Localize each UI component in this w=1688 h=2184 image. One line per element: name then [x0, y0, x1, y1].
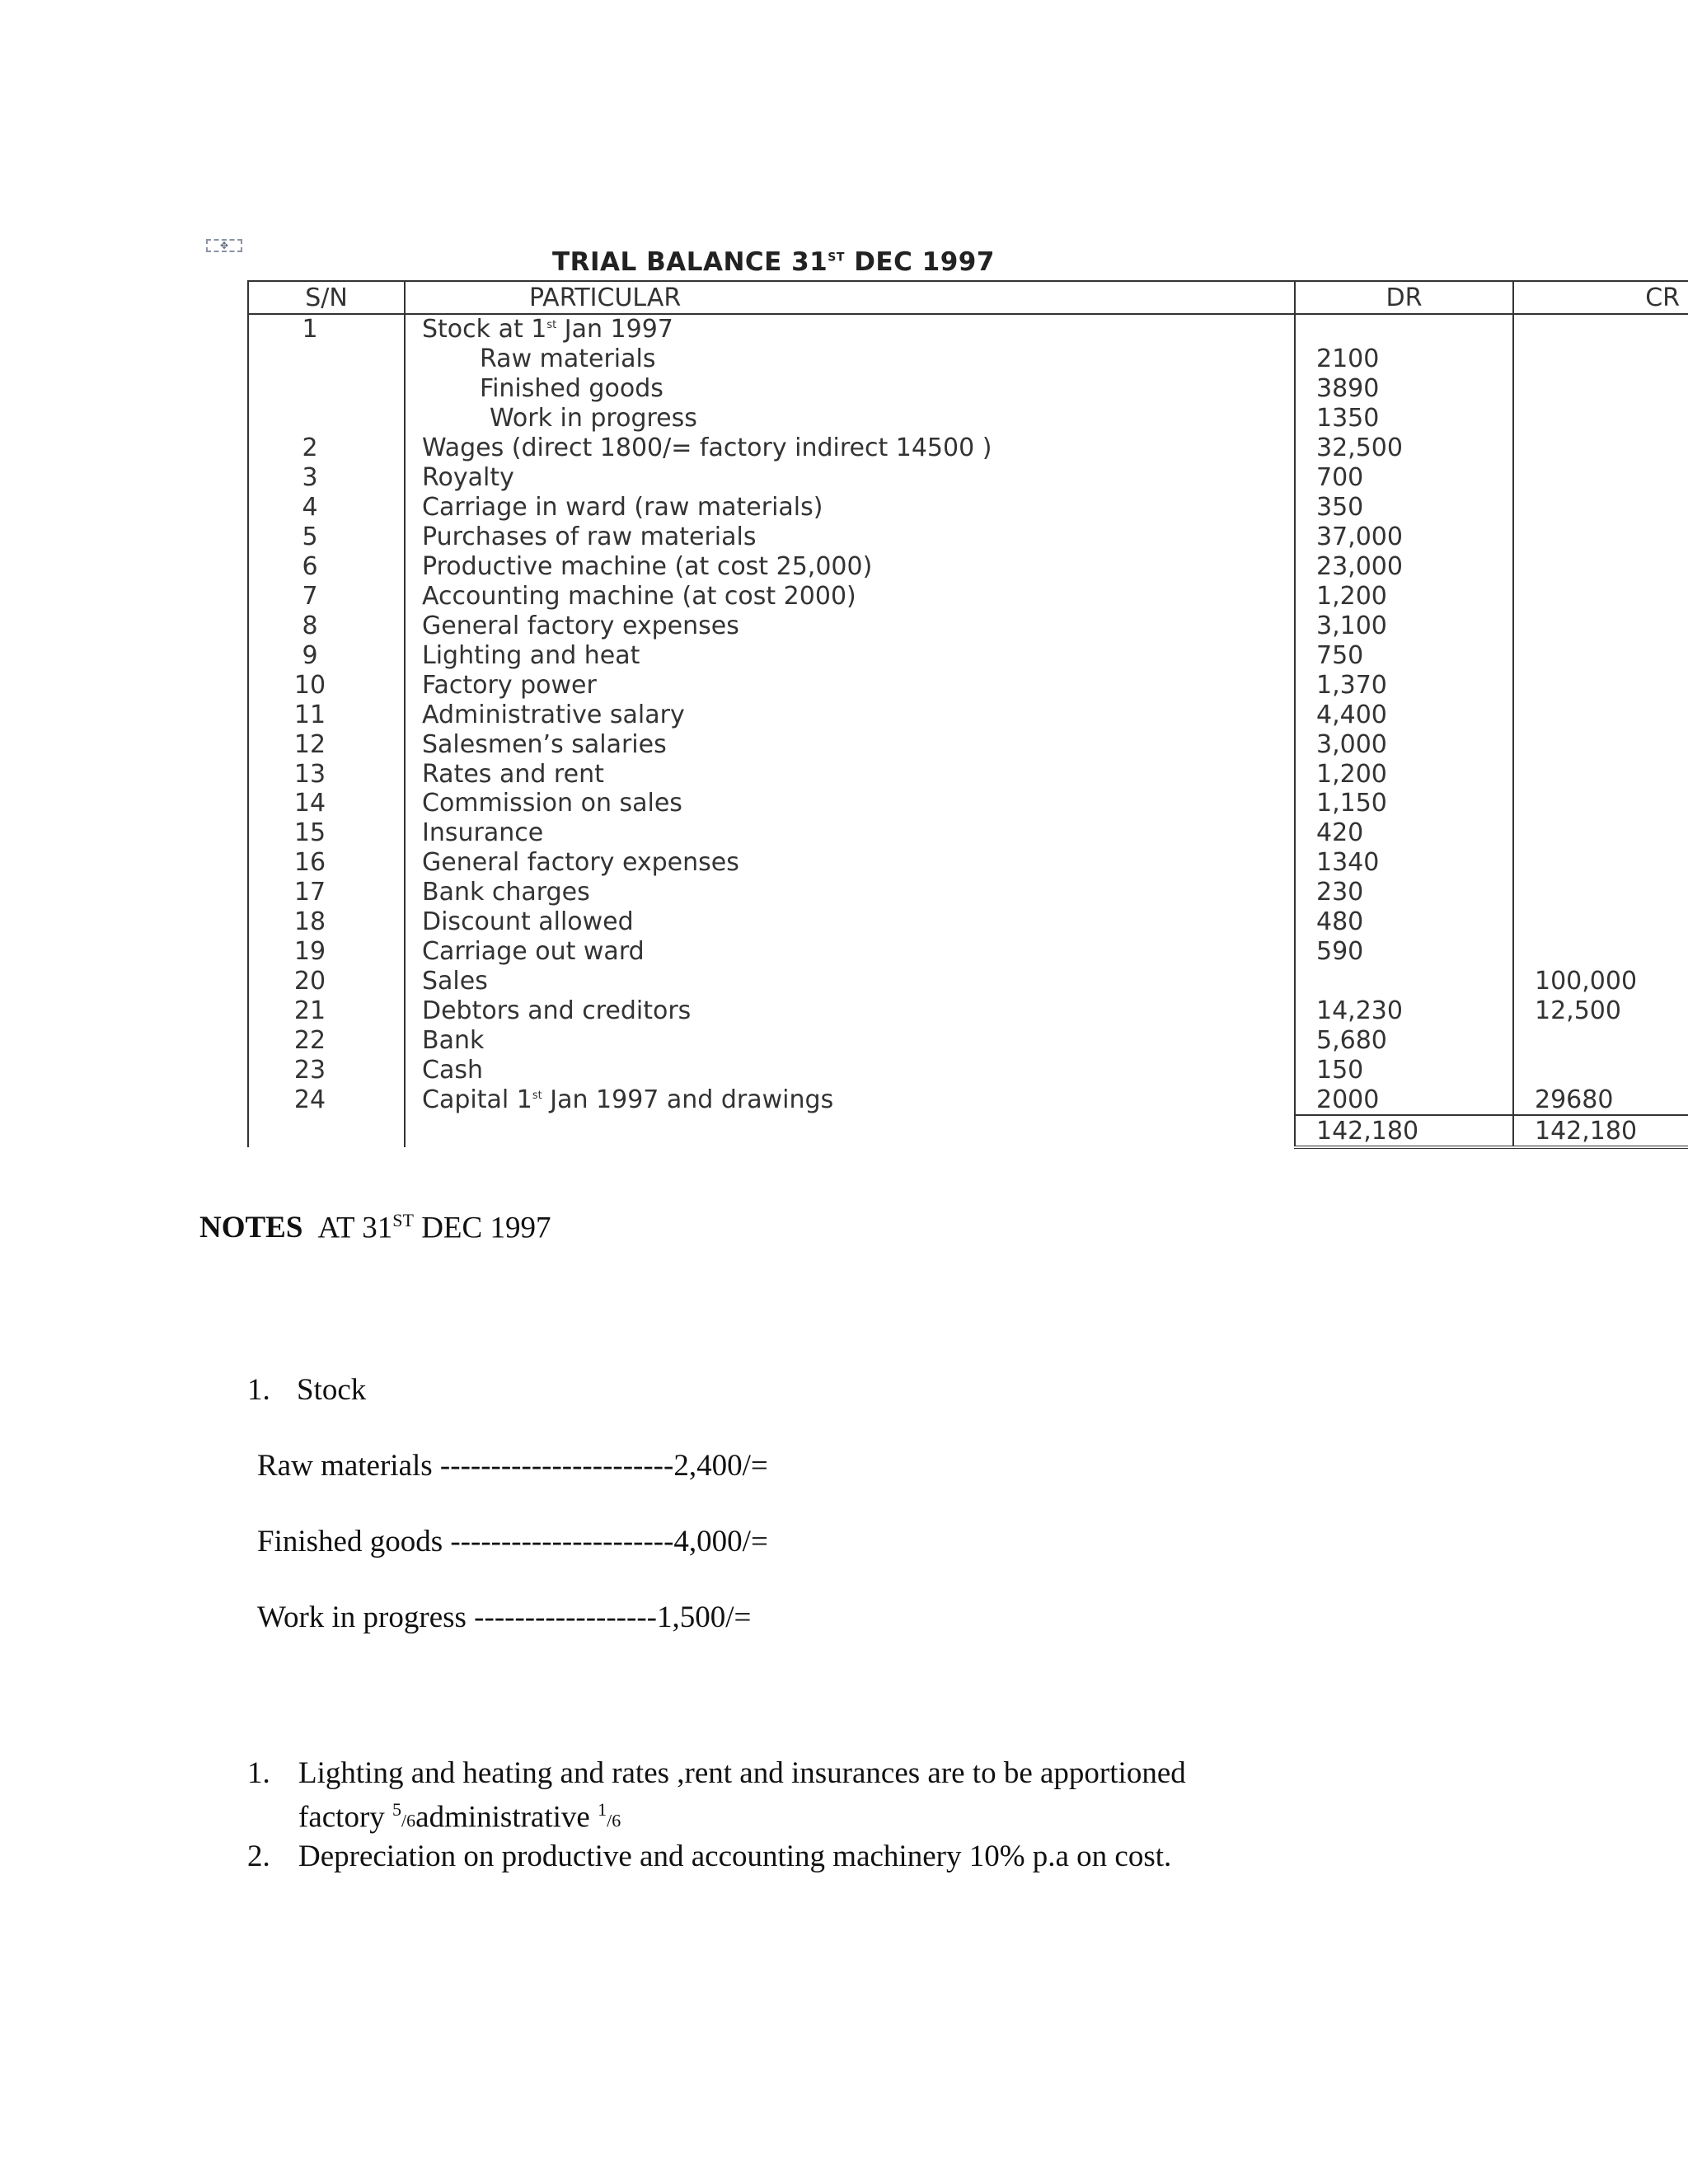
cell-dr: 1,370	[1295, 670, 1513, 700]
cell-particular: Bank	[405, 1026, 1295, 1056]
cell-sn: 6	[248, 552, 405, 582]
column-header-cr: CR	[1513, 281, 1688, 314]
cell-particular: Work in progress	[405, 404, 1295, 434]
column-header-dr: DR	[1295, 281, 1513, 314]
cell-cr	[1513, 700, 1688, 729]
cell-dr: 350	[1295, 493, 1513, 523]
cell-cr	[1513, 848, 1688, 878]
cell-dr: 1,150	[1295, 789, 1513, 818]
cell-dr: 750	[1295, 640, 1513, 670]
cell-sn: 20	[248, 967, 405, 996]
cell-particular: Lighting and heat	[405, 640, 1295, 670]
cell-cr	[1513, 640, 1688, 670]
table-move-handle-icon[interactable]: ✥	[206, 239, 242, 252]
cell-particular: Bank charges	[405, 878, 1295, 907]
cell-cr	[1513, 344, 1688, 374]
table-row	[248, 848, 1688, 878]
notes-list	[247, 1755, 1319, 1875]
stock-label: Stock	[297, 1373, 367, 1407]
cell-dr: 1350	[1295, 404, 1513, 434]
cell-dr: 2100	[1295, 344, 1513, 374]
cell-sn: 8	[248, 611, 405, 640]
cell-dr: 590	[1295, 937, 1513, 967]
totals-row	[248, 1115, 1688, 1147]
total-dr: 142,180	[1295, 1115, 1513, 1147]
table-row	[248, 344, 1688, 374]
cell-sn: 7	[248, 581, 405, 611]
cell-particular: Cash	[405, 1055, 1295, 1085]
cell-cr	[1513, 729, 1688, 759]
cell-cr	[1513, 818, 1688, 848]
table-row	[248, 640, 1688, 670]
cell-dr	[1295, 314, 1513, 344]
cell-particular	[405, 1115, 1295, 1147]
cell-sn: 4	[248, 493, 405, 523]
cell-dr: 23,000	[1295, 552, 1513, 582]
cell-particular: General factory expenses	[405, 611, 1295, 640]
cell-cr	[1513, 937, 1688, 967]
cell-sn: 3	[248, 463, 405, 493]
cell-sn: 10	[248, 670, 405, 700]
trial-balance-body	[248, 314, 1688, 1147]
cell-cr: 29680	[1513, 1085, 1688, 1115]
cell-dr: 4,400	[1295, 700, 1513, 729]
cell-cr	[1513, 523, 1688, 552]
table-row	[248, 996, 1688, 1026]
table-row	[248, 670, 1688, 700]
table-row	[248, 581, 1688, 611]
column-header-particular: PARTICULAR	[405, 281, 1295, 314]
cell-sn: 19	[248, 937, 405, 967]
cell-cr	[1513, 314, 1688, 344]
cell-cr	[1513, 611, 1688, 640]
cell-dr: 2000	[1295, 1085, 1513, 1115]
table-row	[248, 493, 1688, 523]
table-row	[248, 907, 1688, 937]
cell-sn: 22	[248, 1026, 405, 1056]
trial-balance-title: TRIAL BALANCE 31ST DEC 1997	[552, 247, 995, 277]
stock-number: 1.	[247, 1373, 270, 1407]
cell-sn: 1	[248, 314, 405, 344]
cell-particular: Rates and rent	[405, 759, 1295, 789]
cell-dr: 3890	[1295, 374, 1513, 404]
cell-dr: 700	[1295, 463, 1513, 493]
column-header-sn: S/N	[248, 281, 405, 314]
cell-cr	[1513, 670, 1688, 700]
table-row	[248, 700, 1688, 729]
note-apportionment: 1. Lighting and heating and rates ,rent and insurances are to be apportioned factory $^5$/6administrative $^1$/6	[247, 1756, 1186, 1835]
cell-cr	[1513, 552, 1688, 582]
cell-sn: 18	[248, 907, 405, 937]
cell-sn	[248, 1115, 405, 1147]
cell-sn	[248, 404, 405, 434]
cell-cr: 100,000	[1513, 967, 1688, 996]
cell-dr: 32,500	[1295, 434, 1513, 463]
table-row	[248, 967, 1688, 996]
cell-dr: 3,000	[1295, 729, 1513, 759]
cell-particular: Insurance	[405, 818, 1295, 848]
cell-particular: Accounting machine (at cost 2000)	[405, 581, 1295, 611]
table-row	[248, 937, 1688, 967]
cell-dr: 150	[1295, 1055, 1513, 1085]
cell-particular: Commission on sales	[405, 789, 1295, 818]
cell-particular: Finished goods	[405, 374, 1295, 404]
cell-cr: 12,500	[1513, 996, 1688, 1026]
cell-particular: Administrative salary	[405, 700, 1295, 729]
cell-particular: Carriage out ward	[405, 937, 1295, 967]
table-row	[248, 759, 1688, 789]
cell-cr	[1513, 581, 1688, 611]
cell-sn: 9	[248, 640, 405, 670]
cell-dr: 14,230	[1295, 996, 1513, 1026]
stock-line-raw-materials: Raw materials -----------------------2,400/=	[257, 1449, 768, 1483]
cell-particular: Wages (direct 1800/= factory indirect 14500 )	[405, 434, 1295, 463]
notes-heading: NOTES AT 31ST DEC 1997	[199, 1210, 551, 1245]
cell-particular: Purchases of raw materials	[405, 523, 1295, 552]
stock-line-finished-goods: Finished goods ----------------------4,000/=	[257, 1525, 768, 1558]
cell-cr	[1513, 878, 1688, 907]
cell-sn: 14	[248, 789, 405, 818]
cell-dr: 5,680	[1295, 1026, 1513, 1056]
cell-sn: 16	[248, 848, 405, 878]
cell-particular: Stock at 1st Jan 1997	[405, 314, 1295, 344]
table-row	[248, 1055, 1688, 1085]
cell-sn: 11	[248, 700, 405, 729]
cell-cr	[1513, 1026, 1688, 1056]
table-header-row	[248, 281, 1688, 314]
table-row	[248, 1026, 1688, 1056]
cell-particular: Salesmen’s salaries	[405, 729, 1295, 759]
cell-sn: 21	[248, 996, 405, 1026]
trial-balance-table-wrapper	[247, 280, 1688, 1149]
table-row	[248, 404, 1688, 434]
cell-cr	[1513, 789, 1688, 818]
cell-sn: 12	[248, 729, 405, 759]
table-row	[248, 374, 1688, 404]
stock-list-item	[247, 1372, 366, 1408]
table-row	[248, 314, 1688, 344]
cell-sn: 2	[248, 434, 405, 463]
total-cr: 142,180	[1513, 1115, 1688, 1147]
cell-dr: 480	[1295, 907, 1513, 937]
cell-cr	[1513, 374, 1688, 404]
cell-cr	[1513, 434, 1688, 463]
cell-particular: Carriage in ward (raw materials)	[405, 493, 1295, 523]
cell-sn: 13	[248, 759, 405, 789]
cell-particular: Raw materials	[405, 344, 1295, 374]
table-row	[248, 463, 1688, 493]
cell-sn	[248, 374, 405, 404]
cell-particular: Capital 1st Jan 1997 and drawings	[405, 1085, 1295, 1115]
table-row	[248, 611, 1688, 640]
cell-particular: Discount allowed	[405, 907, 1295, 937]
table-row	[248, 818, 1688, 848]
cell-particular: Debtors and creditors	[405, 996, 1295, 1026]
cell-cr	[1513, 404, 1688, 434]
cell-cr	[1513, 1055, 1688, 1085]
table-row	[248, 434, 1688, 463]
cell-particular: Royalty	[405, 463, 1295, 493]
cell-sn	[248, 344, 405, 374]
cell-cr	[1513, 493, 1688, 523]
cell-dr: 420	[1295, 818, 1513, 848]
cell-dr	[1295, 967, 1513, 996]
cell-dr: 1,200	[1295, 581, 1513, 611]
stock-line-work-in-progress: Work in progress ------------------1,500/=	[257, 1601, 752, 1634]
cell-cr	[1513, 759, 1688, 789]
table-row	[248, 789, 1688, 818]
cell-dr: 3,100	[1295, 611, 1513, 640]
cell-dr: 37,000	[1295, 523, 1513, 552]
cell-particular: Productive machine (at cost 25,000)	[405, 552, 1295, 582]
cell-sn: 15	[248, 818, 405, 848]
trial-balance-table	[247, 280, 1688, 1149]
cell-cr	[1513, 463, 1688, 493]
table-row	[248, 552, 1688, 582]
cell-sn: 23	[248, 1055, 405, 1085]
notes-heading-bold: NOTES	[199, 1211, 303, 1245]
cell-dr: 1,200	[1295, 759, 1513, 789]
cell-particular: Factory power	[405, 670, 1295, 700]
cell-sn: 24	[248, 1085, 405, 1115]
cell-dr: 1340	[1295, 848, 1513, 878]
cell-dr: 230	[1295, 878, 1513, 907]
table-row	[248, 729, 1688, 759]
cell-sn: 5	[248, 523, 405, 552]
table-row	[248, 523, 1688, 552]
table-row	[248, 1085, 1688, 1115]
cell-sn: 17	[248, 878, 405, 907]
cell-particular: General factory expenses	[405, 848, 1295, 878]
table-row	[248, 878, 1688, 907]
cell-cr	[1513, 907, 1688, 937]
note-depreciation: 2. Depreciation on productive and accounting machinery 10% p.a on cost.	[247, 1840, 1172, 1874]
cell-particular: Sales	[405, 967, 1295, 996]
